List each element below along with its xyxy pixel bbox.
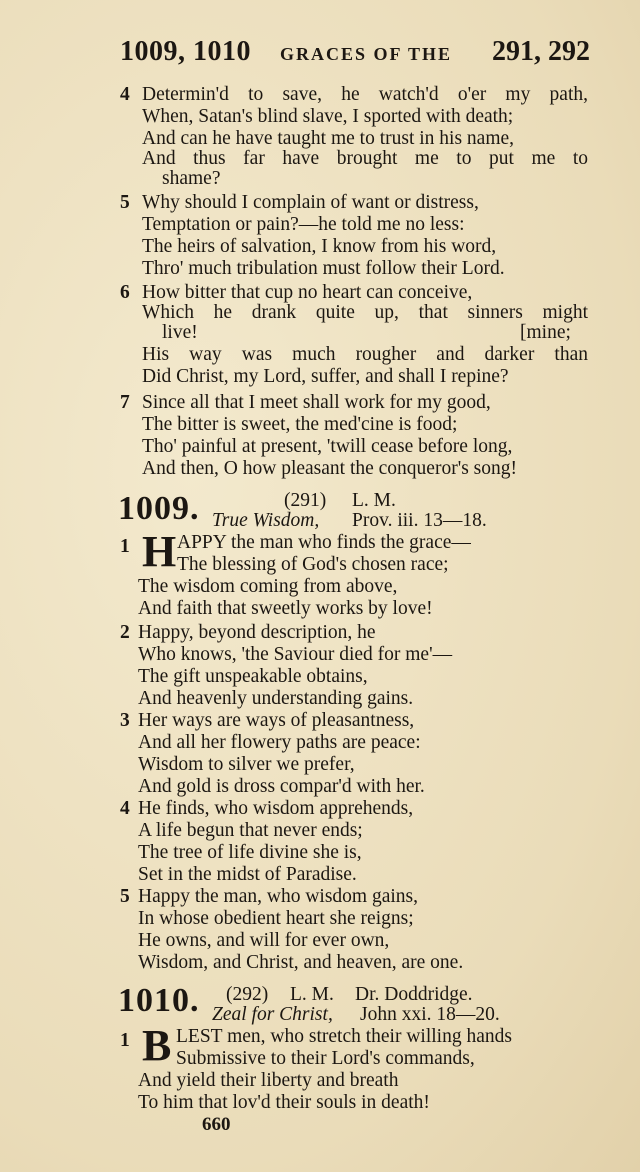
drop-cap: H (142, 527, 177, 576)
verse-line: How bitter that cup no heart can conceive, (142, 282, 473, 303)
verse-line: Since all that I meet shall work for my good, (142, 392, 491, 413)
verse-line: APPY the man who finds the grace— (177, 532, 471, 553)
verse-line: The tree of life divine she is, (138, 842, 362, 863)
drop-cap: B (142, 1021, 172, 1070)
verse-number: 6 (120, 282, 130, 303)
verse-number: 5 (120, 192, 130, 213)
running-head-section: GRACES OF THE (280, 44, 453, 64)
verse-number: 3 (120, 710, 130, 731)
verse-line: And thus far have brought me to put me to (142, 148, 588, 169)
verse-line: Why should I complain of want or distress, (142, 192, 479, 213)
verse-line: Her ways are ways of pleasantness, (138, 710, 415, 731)
verse-line: Set in the midst of Paradise. (138, 864, 357, 885)
verse-line: And can he have taught me to trust in his name, (142, 128, 515, 149)
page-number: 660 (202, 1114, 231, 1135)
verse-line: To him that lov'd their souls in death! (138, 1092, 430, 1113)
verse-line: Which he drank quite up, that sinners might (142, 302, 588, 323)
verse-line: shame? (162, 168, 221, 189)
verse-line: The heirs of salvation, I know from his word, (142, 236, 497, 257)
verse-line: A life begun that never ends; (138, 820, 363, 841)
verse-line: And faith that sweetly works by love! (138, 598, 433, 619)
verse-line: In whose obedient heart she reigns; (138, 908, 414, 929)
hymn-number: 1009. (118, 490, 200, 527)
verse-line: The wisdom coming from above, (138, 576, 398, 597)
hymn-meter: L. M. (290, 984, 334, 1005)
hymn-scripture: Prov. iii. 13—18. (352, 510, 487, 531)
verse-number: 7 (120, 392, 130, 413)
running-head-page-refs: 291, 292 (492, 36, 590, 67)
verse-line: live! (162, 322, 198, 343)
verse-number: 5 (120, 886, 130, 907)
verse-line: The bitter is sweet, the med'cine is food; (142, 414, 458, 435)
verse-number: 1 (120, 1030, 130, 1051)
verse-line: And all her flowery paths are peace: (138, 732, 421, 753)
verse-line: He finds, who wisdom apprehends, (138, 798, 414, 819)
verse-line: Temptation or pain?—he told me no less: (142, 214, 465, 235)
verse-line-turnover: [mine; (520, 322, 571, 343)
verse-line: When, Satan's blind slave, I sported with death; (142, 106, 514, 127)
hymn-scripture: John xxi. 18—20. (360, 1004, 500, 1025)
verse-number: 4 (120, 798, 130, 819)
verse-line: Wisdom, and Christ, and heaven, are one. (138, 952, 464, 973)
verse-line: LEST men, who stretch their willing hands (176, 1026, 512, 1047)
verse-number: 4 (120, 84, 130, 105)
verse-line: Determin'd to save, he watch'd o'er my path, (142, 84, 588, 105)
verse-line: And then, O how pleasant the conqueror's song! (142, 458, 518, 479)
verse-line: The gift unspeakable obtains, (138, 666, 368, 687)
verse-line: Wisdom to silver we prefer, (138, 754, 355, 775)
verse-line: His way was much rougher and darker than (142, 344, 588, 365)
hymn-meter: L. M. (352, 490, 396, 511)
running-head-hymn-numbers: 1009, 1010 (120, 36, 251, 67)
hymn-title: Zeal for Christ, (212, 1004, 333, 1025)
verse-line: Happy, beyond description, he (138, 622, 376, 643)
verse-line: Tho' painful at present, 'twill cease before long, (142, 436, 513, 457)
verse-line: And heavenly understanding gains. (138, 688, 414, 709)
verse-line: Who knows, 'the Saviour died for me'— (138, 644, 453, 665)
hymn-author: Dr. Doddridge. (355, 984, 473, 1005)
verse-line: Happy the man, who wisdom gains, (138, 886, 419, 907)
verse-line: Thro' much tribulation must follow their Lord. (142, 258, 505, 279)
running-head (120, 36, 590, 70)
verse-line: He owns, and will for ever own, (138, 930, 390, 951)
hymn-title: True Wisdom, (212, 510, 320, 531)
verse-number: 1 (120, 536, 130, 557)
hymn-ref: (291) (284, 490, 327, 511)
verse-line: Submissive to their Lord's commands, (176, 1048, 475, 1069)
verse-line: And yield their liberty and breath (138, 1070, 399, 1091)
verse-line: The blessing of God's chosen race; (177, 554, 449, 575)
verse-number: 2 (120, 622, 130, 643)
hymn-ref: (292) (226, 984, 269, 1005)
verse-line: And gold is dross compar'd with her. (138, 776, 425, 797)
verse-line: Did Christ, my Lord, suffer, and shall I repine? (142, 366, 509, 387)
hymn-number: 1010. (118, 982, 200, 1019)
